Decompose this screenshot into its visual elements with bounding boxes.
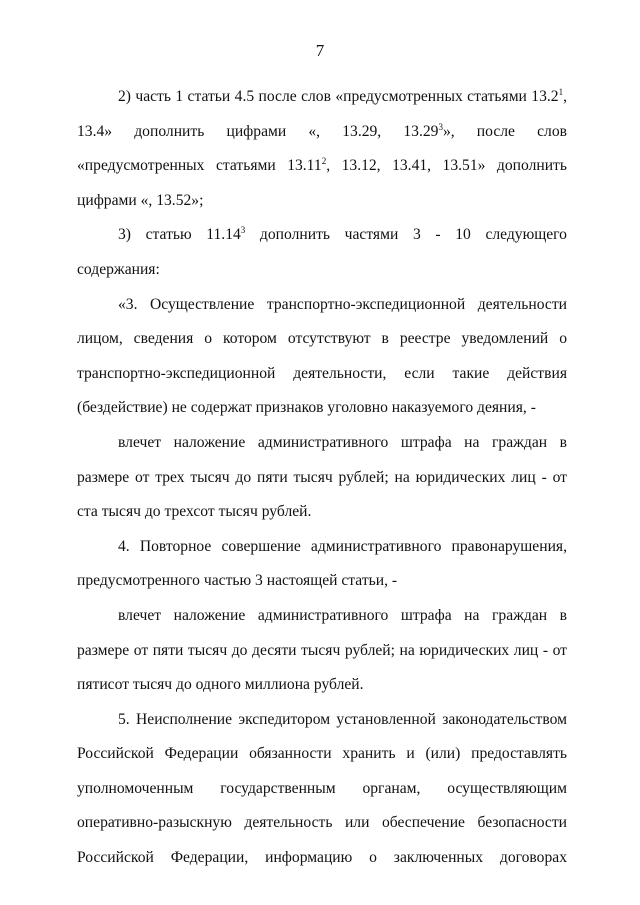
page-number: 7: [315, 41, 325, 60]
text-run: «3. Осуществление транспортно-экспедиционной деятельности лицом, сведения о котором отсутствуют в реестре уведомлений о транспортно-экспедиционной деятельности, если такие действия (бездействие) не содержат признаков уголовно наказуемого деяния, -: [77, 295, 567, 417]
superscript: 3: [438, 121, 443, 132]
text-run: », после слов «предусмотренных статьями 13.11: [77, 122, 567, 175]
text-run: , 13.4» дополнить цифрами «, 13.29, 13.29: [77, 88, 567, 140]
paragraph: [77, 599, 567, 703]
document-body: [77, 80, 567, 876]
superscript: 2: [321, 156, 327, 167]
text-run: влечет наложение административного штрафа на граждан в размере от трех тысяч до пяти тысяч рублей; на юридических лиц - от ста тысяч до трехсот тысяч рублей.: [77, 433, 567, 521]
text-run: 3) статью 11.14: [118, 226, 241, 244]
text-run: влечет наложение административного штрафа на граждан в размере от пяти тысяч до десяти тысяч рублей; на юридических лиц - от пятисот тысяч до одного миллиона рублей.: [77, 606, 567, 694]
text-run: 2) часть 1 статьи 4.5 после слов «предусмотренных статьями 13.2: [118, 88, 559, 105]
paragraph: [77, 426, 567, 530]
superscript: 3: [240, 225, 246, 236]
text-run: дополнить частями 3 - 10 следующего содержания:: [77, 226, 567, 278]
text-run: 5. Неисполнение экспедитором установленной законодательством Российской Федерации обязанности хранить и (или) предоставлять уполномоченным государственным органам, осуществляющим оперативно-разыскную деятельность или обеспечение безопасности Российской Федерации, информацию о заключенных договорах: [77, 710, 567, 867]
text-run: 4. Повторное совершение административного правонарушения, предусмотренного частью 3 настоящей статьи, -: [77, 537, 567, 590]
text-run: , 13.12, 13.41, 13.51» дополнить цифрами «, 13.52»;: [77, 157, 567, 209]
paragraph: [77, 218, 567, 287]
paragraph: [77, 703, 567, 876]
paragraph: [77, 530, 567, 599]
paragraph: [77, 80, 567, 218]
paragraph: [77, 288, 567, 426]
superscript: 1: [558, 87, 564, 97]
